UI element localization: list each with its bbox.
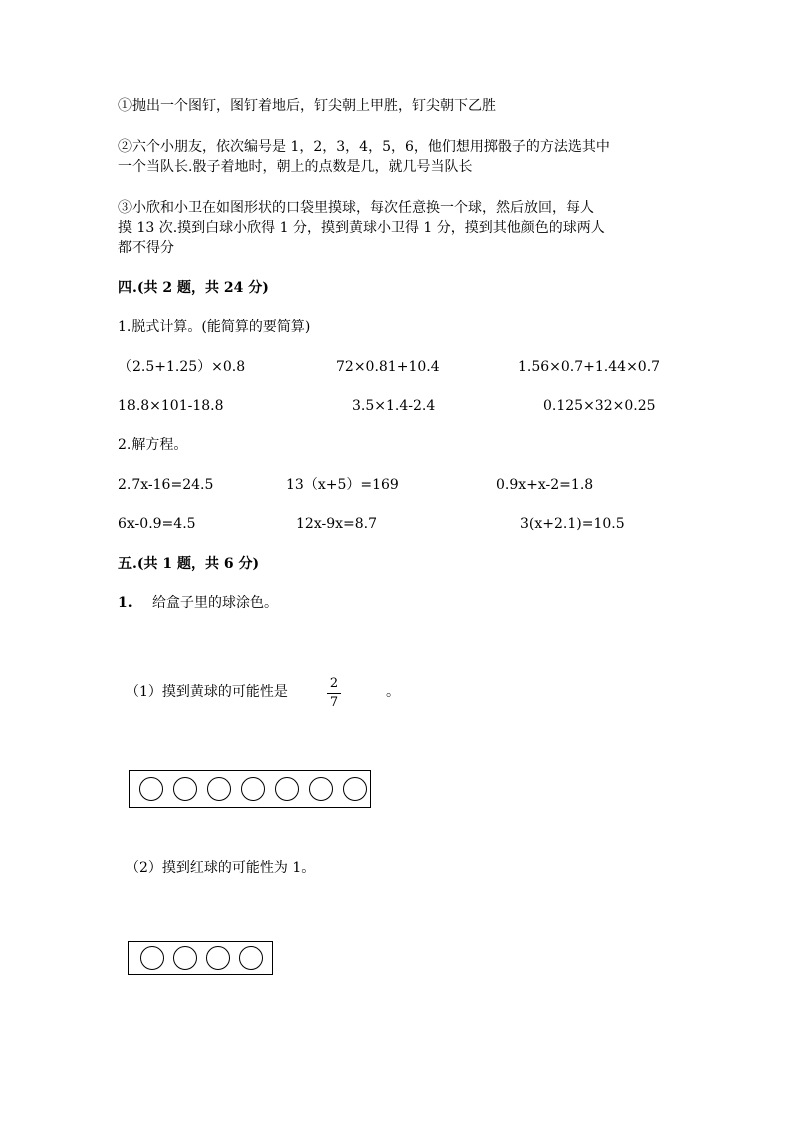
section-4-heading: 四.(共 2 题，共 24 分) [118,280,269,296]
part-2-text: （2）摸到红球的可能性为 1。 [125,860,316,876]
calc-expression: （2.5+1.25）×0.8 [118,359,246,375]
ball-circle[interactable] [343,777,367,801]
problem-item-3-line-1: ③小欣和小卫在如图形状的口袋里摸球，每次任意换一个球，然后放回，每人 [118,200,594,216]
ball-circle[interactable] [173,946,197,970]
ball-box-2 [128,941,273,975]
ball-circle[interactable] [239,946,263,970]
problem-item-1: ①抛出一个图钉，图钉着地后，钉尖朝上甲胜，钉尖朝下乙胜 [118,98,496,114]
ball-circle[interactable] [241,777,265,801]
section-5-question-1-text: 给盒子里的球涂色。 [152,595,278,611]
problem-item-2-line-2: 一个当队长.骰子着地时，朝上的点数是几，就几号当队长 [118,159,473,175]
fraction-numerator: 2 [329,676,339,691]
ball-circle[interactable] [206,946,230,970]
equation: 3(x+2.1)=10.5 [520,516,625,532]
equation: 12x-9x=8.7 [296,516,377,532]
problem-item-2-line-1: ②六个小朋友，依次编号是 1，2，3，4，5，6，他们想用掷骰子的方法选其中 [118,139,610,155]
equation: 0.9x+x-2=1.8 [496,477,594,493]
ball-circle[interactable] [140,946,164,970]
ball-circle[interactable] [275,777,299,801]
ball-circle[interactable] [173,777,197,801]
ball-circle[interactable] [309,777,333,801]
calc-expression: 1.56×0.7+1.44×0.7 [518,359,661,375]
part-1-text: （1）摸到黄球的可能性是 [125,684,288,700]
equation: 2.7x-16=24.5 [118,477,214,493]
problem-item-3-line-2: 摸 13 次.摸到白球小欣得 1 分，摸到黄球小卫得 1 分，摸到其他颜色的球两人 [118,220,605,236]
fraction-denominator: 7 [329,695,339,710]
section-5-heading: 五.(共 1 题，共 6 分) [118,556,260,572]
calc-expression: 72×0.81+10.4 [336,359,440,375]
section-4-question-1-title: 1.脱式计算。(能简算的要简算) [118,319,311,335]
calc-expression: 18.8×101-18.8 [118,398,224,414]
equation: 13（x+5）=169 [286,477,399,493]
fraction-two-sevenths [327,676,341,711]
ball-circle[interactable] [139,777,163,801]
part-1-end: 。 [386,684,400,700]
calc-expression: 3.5×1.4-2.4 [352,398,436,414]
problem-item-3-line-3: 都不得分 [118,240,174,256]
section-5-question-1-number: 1. [118,595,133,611]
section-4-question-2-title: 2.解方程。 [118,437,188,453]
ball-circle[interactable] [207,777,231,801]
fraction-bar [327,693,341,694]
equation: 6x-0.9=4.5 [118,516,196,532]
ball-box-1 [129,770,371,808]
calc-expression: 0.125×32×0.25 [543,398,656,414]
